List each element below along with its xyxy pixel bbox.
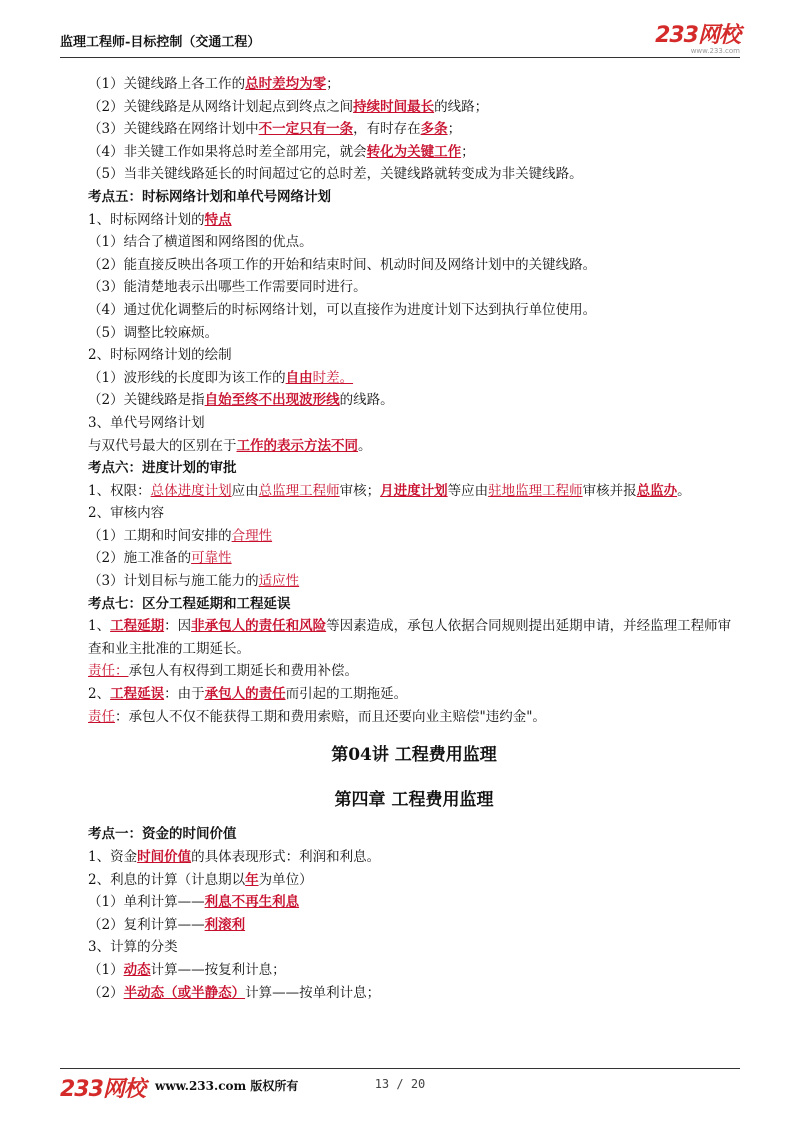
- highlight: 多条: [420, 121, 448, 138]
- highlight: 转化为关键工作: [366, 143, 462, 160]
- footer-rule: [60, 1068, 740, 1069]
- footer-logo: 233网校: [60, 1077, 145, 1102]
- text: 3、单代号网络计划: [88, 414, 205, 431]
- highlight: 工程延误: [110, 686, 165, 703]
- text: 2、审核内容: [88, 505, 165, 522]
- topic-heading: 考点一：资金的时间价值: [88, 826, 237, 843]
- text: 的线路。: [339, 392, 394, 409]
- text: 1、权限：: [88, 482, 151, 499]
- logo-sub: www.233.com: [690, 47, 740, 55]
- highlight: 月进度计划: [380, 482, 448, 499]
- highlight: 时间价值: [137, 849, 192, 865]
- text: （2）关键线路是从网络计划起点到终点之间: [88, 98, 354, 115]
- text: ：因: [164, 618, 192, 635]
- text: （1）结合了横道图和网络图的优点。: [88, 234, 313, 251]
- text: 。: [677, 482, 691, 499]
- text: （1）: [88, 961, 124, 978]
- text: 承包人有权得到工期延长和费用补偿。: [128, 663, 358, 680]
- text: （4）通过优化调整后的时标网络计划，可以直接作为进度计划下达到执行单位使用。: [88, 301, 597, 318]
- header-title: 监理工程师-目标控制（交通工程）: [60, 35, 261, 50]
- text: 审核并报: [582, 482, 637, 499]
- text: （3）关键线路在网络计划中: [88, 121, 259, 138]
- highlight: 适应性: [258, 573, 300, 590]
- highlight: 半动态（或半静态）: [123, 984, 246, 1001]
- text: 2、利息的计算（计息期以: [88, 871, 246, 888]
- text: （2）复利计算——: [88, 916, 205, 933]
- highlight: 总监理工程师: [258, 482, 340, 499]
- text: 的具体表现形式：利润和利息。: [191, 849, 381, 865]
- text: 2、: [88, 686, 111, 703]
- highlight: 责任: [88, 708, 115, 725]
- text: （3）计划目标与施工能力的: [88, 573, 259, 590]
- highlight: 动态: [123, 961, 151, 978]
- highlight: 总监办: [636, 482, 678, 499]
- text: （1）波形线的长度即为该工作的: [88, 369, 286, 386]
- highlight: 责任：: [88, 663, 129, 680]
- text: 3、计算的分类: [88, 939, 178, 956]
- topic-heading: 考点七：区分工程延期和工程延误: [88, 595, 291, 612]
- highlight: 特点: [204, 211, 232, 228]
- text: （1）关键线路上各工作的: [88, 76, 246, 92]
- text: ，有时存在: [353, 121, 421, 138]
- text: （5）当非关键线路延长的时间超过它的总时差，关键线路就转变成为非关键线路。: [88, 166, 583, 183]
- highlight: 非承包人的责任和风险: [191, 618, 327, 635]
- topic-heading: 考点六：进度计划的审批: [88, 460, 237, 477]
- highlight: 驻地监理工程师: [488, 482, 583, 499]
- text: 2、时标网络计划的绘制: [88, 347, 232, 364]
- header-rule: [60, 57, 740, 58]
- highlight: 利息不再生利息: [204, 894, 300, 911]
- text: 为单位）: [258, 871, 313, 888]
- paragraph: [88, 480, 740, 503]
- highlight: 可靠性: [191, 550, 232, 567]
- highlight: 总体进度计划: [150, 482, 232, 499]
- highlight: 工作的表示方法不同: [236, 437, 358, 454]
- text: 1、时标网络计划的: [88, 211, 205, 228]
- text: 计算——按复利计息；: [150, 961, 286, 978]
- highlight: 总时差均为零: [245, 76, 327, 92]
- page-footer: [60, 1072, 740, 1102]
- highlight: 合理性: [231, 527, 273, 544]
- text: ：承包人不仅不能获得工期和费用索赔，而且还要向业主赔偿"违约金"。: [115, 708, 546, 725]
- highlight: 利滚利: [204, 916, 246, 933]
- chapter-title: 第四章 工程费用监理: [334, 789, 494, 810]
- lecture-title: 第04讲 工程费用监理: [331, 745, 497, 766]
- topic-heading: 考点五：时标网络计划和单代号网络计划: [88, 188, 331, 205]
- text: 审核；: [339, 482, 381, 499]
- text: （2）: [88, 984, 124, 1001]
- text: （4）非关键工作如果将总时差全部用完，就会: [88, 143, 367, 160]
- page-header: [60, 25, 740, 55]
- paragraph: [88, 615, 740, 660]
- brand-logo: [655, 25, 740, 56]
- highlight: 承包人的责任: [204, 686, 286, 703]
- text: 应由: [231, 482, 259, 499]
- page-number: 13 / 20: [374, 1077, 426, 1091]
- text: ；: [326, 76, 340, 92]
- highlight: 时差。: [312, 369, 354, 386]
- highlight: 工程延期: [110, 618, 165, 635]
- text: ：由于: [164, 686, 205, 703]
- text: 1、资金: [88, 849, 138, 865]
- copyright-text: www.233.com 版权所有: [155, 1079, 299, 1093]
- text: 而引起的工期拖延。: [285, 686, 408, 703]
- text: ；: [461, 143, 475, 160]
- text: 等因素造成，承包人依据合同规则提出延期申请，并经监理工程师审查和业主批准的工期延长。: [88, 618, 732, 657]
- text: （1）单利计算——: [88, 894, 205, 911]
- text: 1、: [88, 618, 111, 635]
- text: （2）施工准备的: [88, 550, 192, 567]
- text: （2）能直接反映出各项工作的开始和结束时间、机动时间及网络计划中的关键线路。: [88, 256, 597, 273]
- highlight: 自由: [285, 369, 313, 386]
- text: （3）能清楚地表示出哪些工作需要同时进行。: [88, 279, 367, 296]
- text: （1）工期和时间安排的: [88, 527, 232, 544]
- text: 的线路；: [434, 98, 489, 115]
- text: （2）关键线路是指: [88, 392, 205, 409]
- document-body: [88, 73, 740, 1004]
- text: （5）调整比较麻烦。: [88, 324, 219, 341]
- text: 等应由: [447, 482, 489, 499]
- highlight: 自始至终不出现波形线: [204, 392, 340, 409]
- logo-main: 233网校: [655, 23, 740, 48]
- highlight: 年: [245, 871, 259, 888]
- text: ；: [447, 121, 462, 138]
- highlight: 持续时间最长: [353, 98, 435, 115]
- highlight: 不一定只有一条: [258, 121, 354, 138]
- text: 计算——按单利计息；: [245, 984, 381, 1001]
- text: 。: [358, 437, 372, 454]
- text: 与双代号最大的区别在于: [88, 437, 237, 454]
